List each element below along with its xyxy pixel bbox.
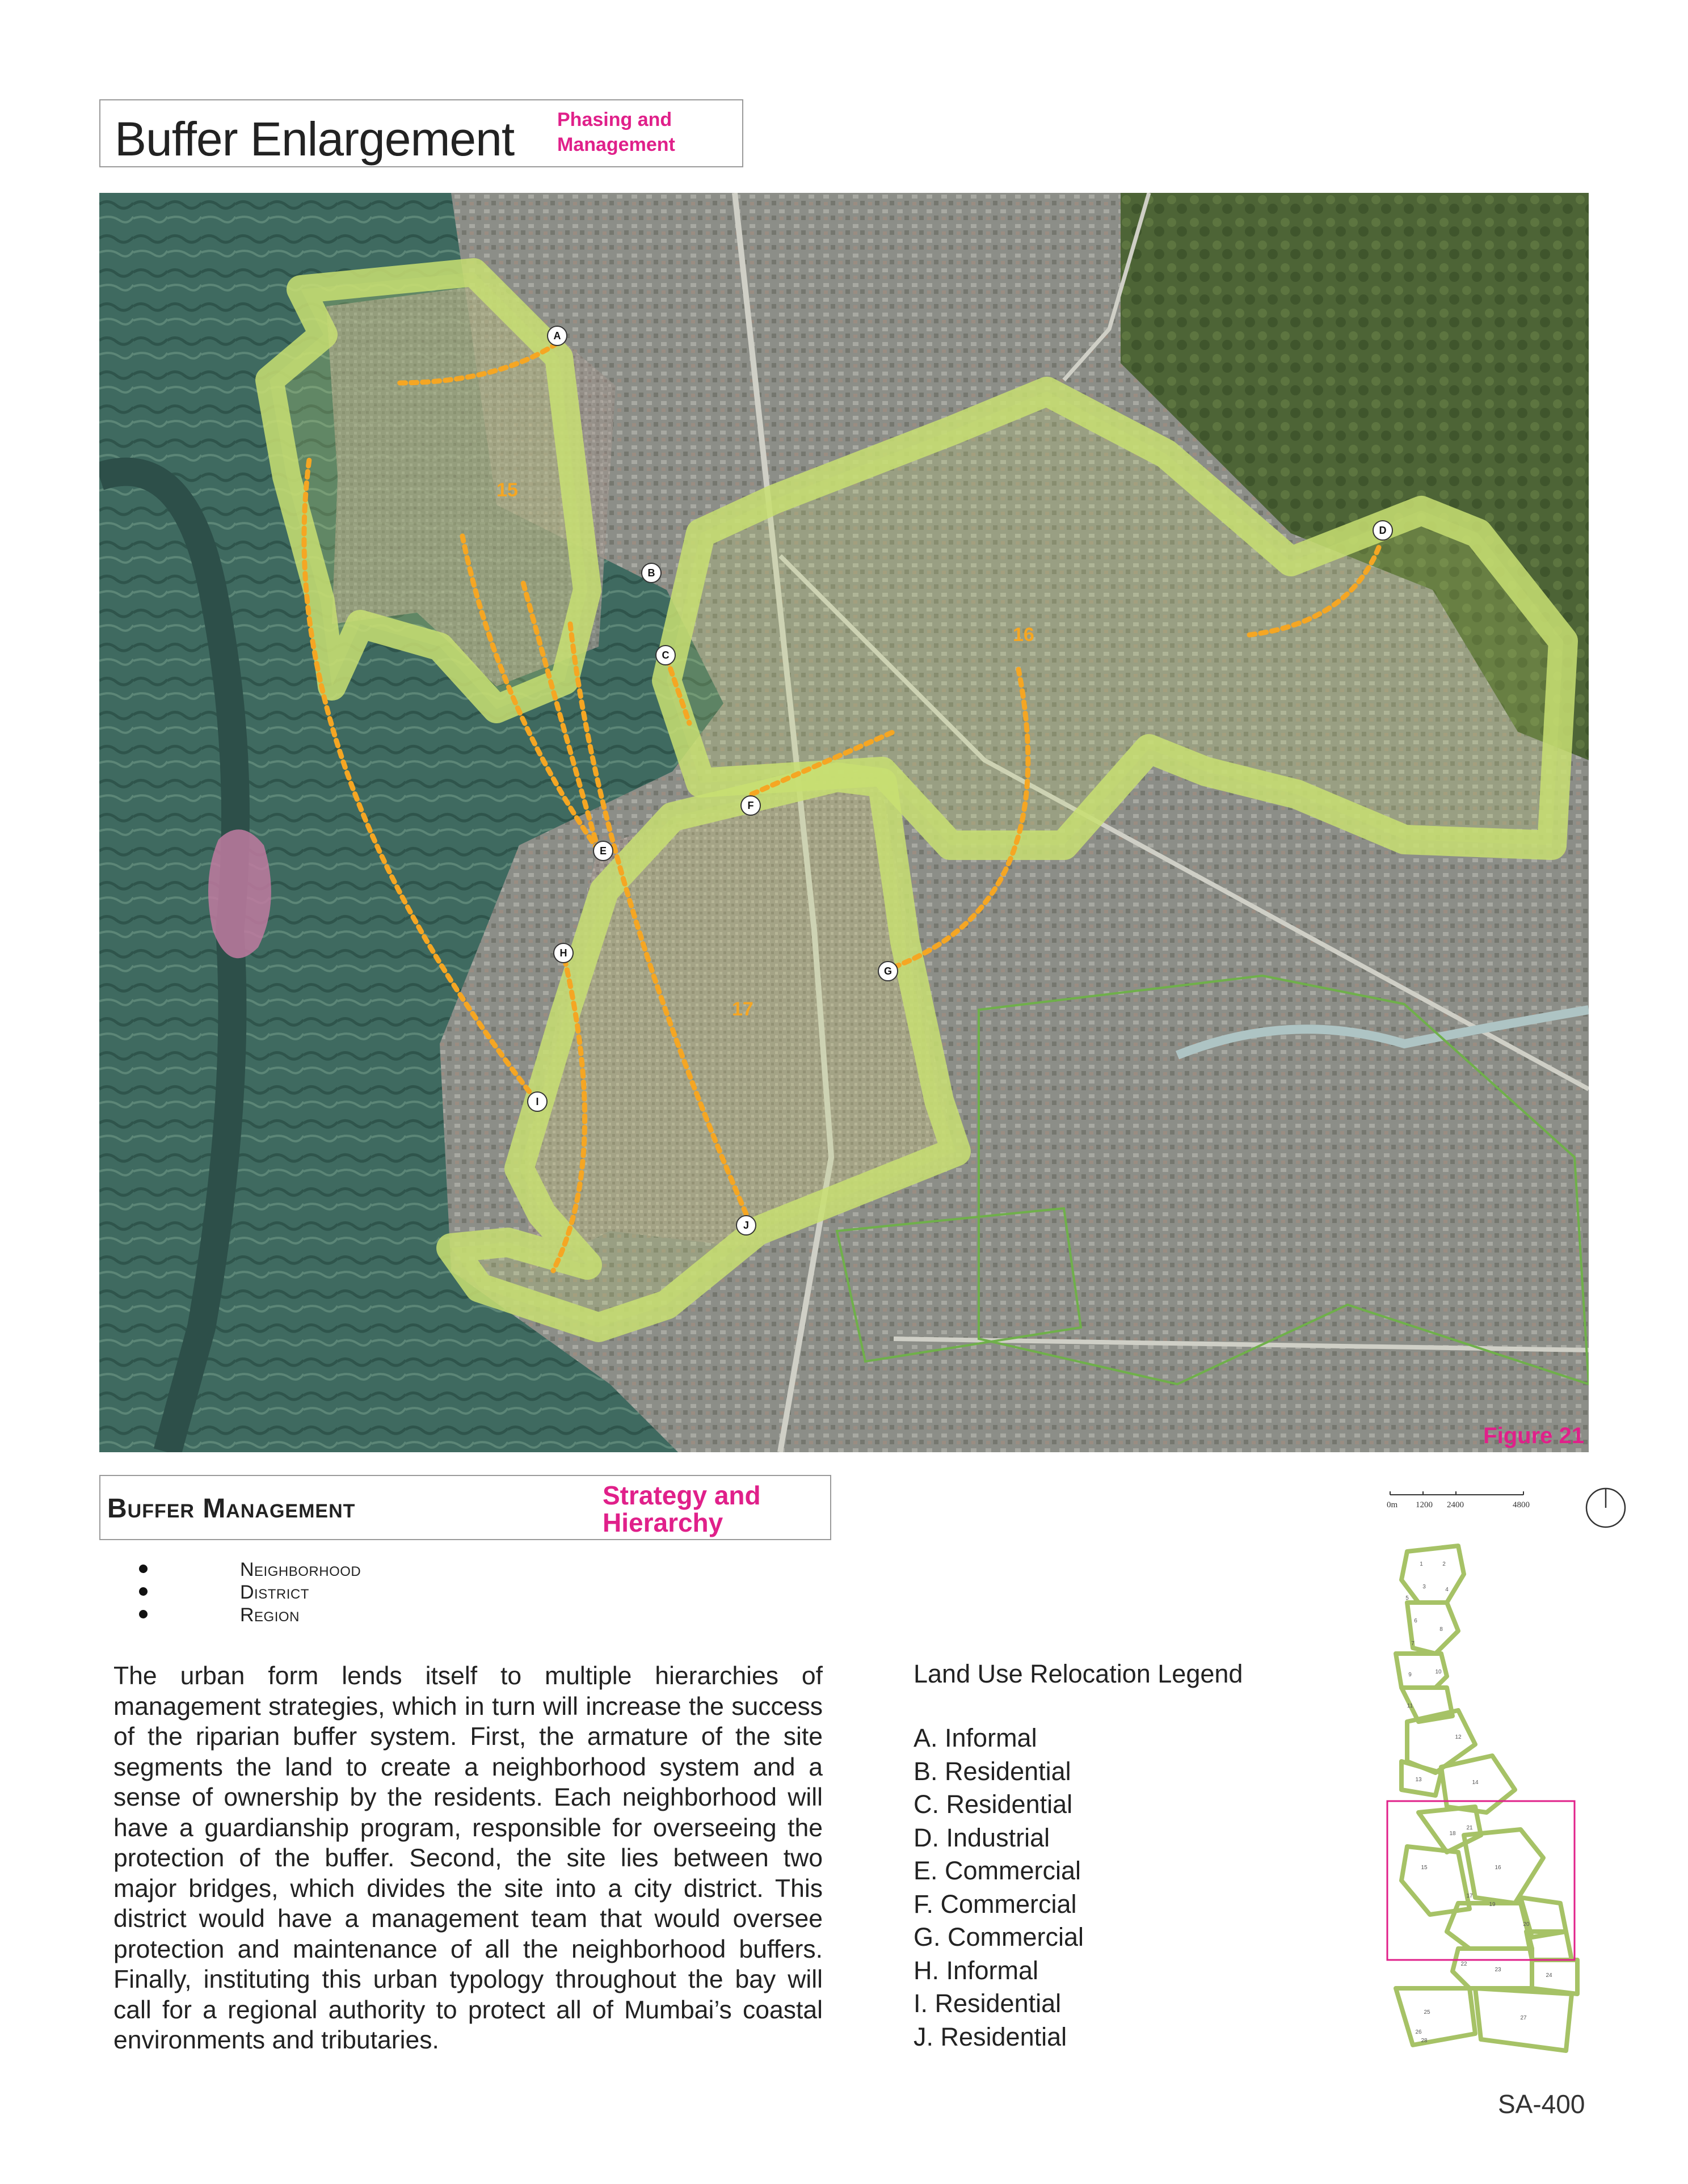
segment-number: 23 bbox=[1495, 1967, 1501, 1973]
marker-i bbox=[528, 1092, 547, 1111]
sheet-number: SA-400 bbox=[1498, 2089, 1585, 2119]
marker-f bbox=[741, 796, 760, 815]
segment-number: 24 bbox=[1546, 1972, 1552, 1979]
marker-j bbox=[736, 1216, 756, 1235]
scale-label: 0m bbox=[1387, 1500, 1398, 1510]
segment-number: 3 bbox=[1422, 1584, 1426, 1590]
segment-number: 9 bbox=[1408, 1672, 1412, 1678]
key-map bbox=[1384, 1540, 1594, 2062]
hierarchy-label: Neighborhood bbox=[240, 1559, 361, 1580]
svg-text:C: C bbox=[662, 650, 670, 661]
svg-text:A: A bbox=[553, 330, 561, 341]
district-number-16: 16 bbox=[1013, 624, 1034, 646]
legend-item: E. Commercial bbox=[914, 1856, 1081, 1885]
svg-text:F: F bbox=[747, 800, 754, 811]
district-number-17: 17 bbox=[732, 998, 754, 1020]
segment-number: 1 bbox=[1420, 1561, 1423, 1567]
legend-item: J. Residential bbox=[914, 2022, 1067, 2051]
scale-label: 1200 bbox=[1416, 1500, 1433, 1510]
marker-h bbox=[554, 943, 573, 963]
segment-number: 25 bbox=[1424, 2009, 1430, 2016]
segment-number: 17 bbox=[1466, 1893, 1473, 1899]
svg-text:I: I bbox=[536, 1096, 539, 1107]
marker-e bbox=[593, 841, 613, 861]
legend-item: G. Commercial bbox=[914, 1922, 1084, 1951]
scale-bar-graphic bbox=[1384, 1483, 1532, 1517]
marker-b bbox=[642, 563, 661, 583]
segment-number: 28 bbox=[1421, 2038, 1428, 2044]
district-number-15: 15 bbox=[496, 479, 518, 501]
north-arrow-icon bbox=[1583, 1485, 1628, 1531]
segment-number: 19 bbox=[1489, 1901, 1496, 1908]
legend-item: H. Informal bbox=[914, 1955, 1039, 1985]
marker-a bbox=[548, 326, 567, 345]
legend-item: A. Informal bbox=[914, 1723, 1037, 1752]
bullet-icon bbox=[139, 1610, 148, 1618]
marker-c bbox=[656, 646, 675, 665]
management-title: Buffer Management bbox=[107, 1494, 356, 1524]
aerial-map bbox=[99, 193, 1589, 1452]
svg-text:D: D bbox=[1379, 525, 1387, 536]
segment-number: 22 bbox=[1460, 1961, 1467, 1967]
segment-number: 16 bbox=[1495, 1865, 1501, 1871]
svg-text:B: B bbox=[647, 567, 655, 579]
key-map-graphic bbox=[1384, 1540, 1594, 2062]
scale-label: 2400 bbox=[1447, 1500, 1464, 1510]
segment-number: 2 bbox=[1442, 1561, 1446, 1567]
north-arrow-graphic bbox=[1583, 1485, 1628, 1531]
figure-label: Figure 21 bbox=[1483, 1423, 1584, 1448]
legend-title: Land Use Relocation Legend bbox=[914, 1659, 1243, 1688]
island bbox=[208, 829, 271, 958]
body-paragraph: The urban form lends itself to multiple hierarchies of management strategies, which in turn will increase the success of the riparian buffer system. First, the armature of the site segments the land to create a neighborhood system and a sense of ownership by the residents. Each neighborhood will have a guardianship program, responsible for overseeing the protection of the buffer. Second, the site lies between two major bridges, which divides the site into a city district. This district would have a management team that would oversee protection and maintenance of all the neighborhood buffers. Finally, instituting this urban typology throughout the bay will call for a regional authority to protect all of Mumbai’s coastal environments and tributaries. bbox=[113, 1662, 823, 2054]
management-subtitle: Strategy and Hierarchy bbox=[603, 1481, 761, 1537]
svg-text:E: E bbox=[599, 845, 607, 857]
svg-text:J: J bbox=[743, 1220, 750, 1231]
marker-g bbox=[878, 962, 898, 981]
segment-number: 14 bbox=[1472, 1780, 1479, 1786]
segment-number: 20 bbox=[1523, 1921, 1530, 1928]
segment-number: 15 bbox=[1421, 1865, 1428, 1871]
legend-item: F. Commercial bbox=[914, 1889, 1077, 1919]
hierarchy-label: District bbox=[240, 1582, 309, 1603]
segment-number: 7 bbox=[1411, 1641, 1415, 1647]
scale-label: 4800 bbox=[1513, 1500, 1530, 1510]
title-box bbox=[99, 99, 743, 167]
bullet-icon bbox=[139, 1565, 148, 1573]
legend-item: D. Industrial bbox=[914, 1823, 1050, 1852]
legend-item: C. Residential bbox=[914, 1790, 1073, 1819]
segment-number: 21 bbox=[1466, 1825, 1473, 1831]
segment-number: 12 bbox=[1455, 1734, 1462, 1740]
land-use-legend bbox=[914, 1659, 1367, 2054]
page-subtitle: Phasing and Management bbox=[557, 109, 675, 155]
segment-number: 11 bbox=[1407, 1703, 1413, 1709]
segment-number: 10 bbox=[1435, 1669, 1442, 1675]
scale-bar bbox=[1384, 1483, 1532, 1517]
segment-number: 5 bbox=[1405, 1595, 1409, 1601]
segment-number: 13 bbox=[1415, 1777, 1422, 1783]
management-box bbox=[99, 1475, 831, 1540]
hierarchy-label: Region bbox=[240, 1604, 300, 1626]
bullet-icon bbox=[139, 1587, 148, 1596]
aerial-map-graphic bbox=[99, 193, 1589, 1452]
segment-number: 18 bbox=[1449, 1831, 1456, 1837]
page-title: Buffer Enlargement bbox=[115, 112, 515, 166]
marker-d bbox=[1373, 521, 1392, 540]
segment-number: 6 bbox=[1414, 1618, 1417, 1624]
segment-number: 26 bbox=[1415, 2029, 1422, 2035]
svg-text:G: G bbox=[883, 965, 893, 977]
svg-text:H: H bbox=[559, 947, 567, 959]
segment-number: 8 bbox=[1439, 1626, 1443, 1633]
segment-number: 27 bbox=[1520, 2015, 1527, 2021]
legend-item: I. Residential bbox=[914, 1989, 1062, 2018]
legend-item: B. Residential bbox=[914, 1756, 1071, 1786]
segment-number: 4 bbox=[1445, 1587, 1449, 1593]
